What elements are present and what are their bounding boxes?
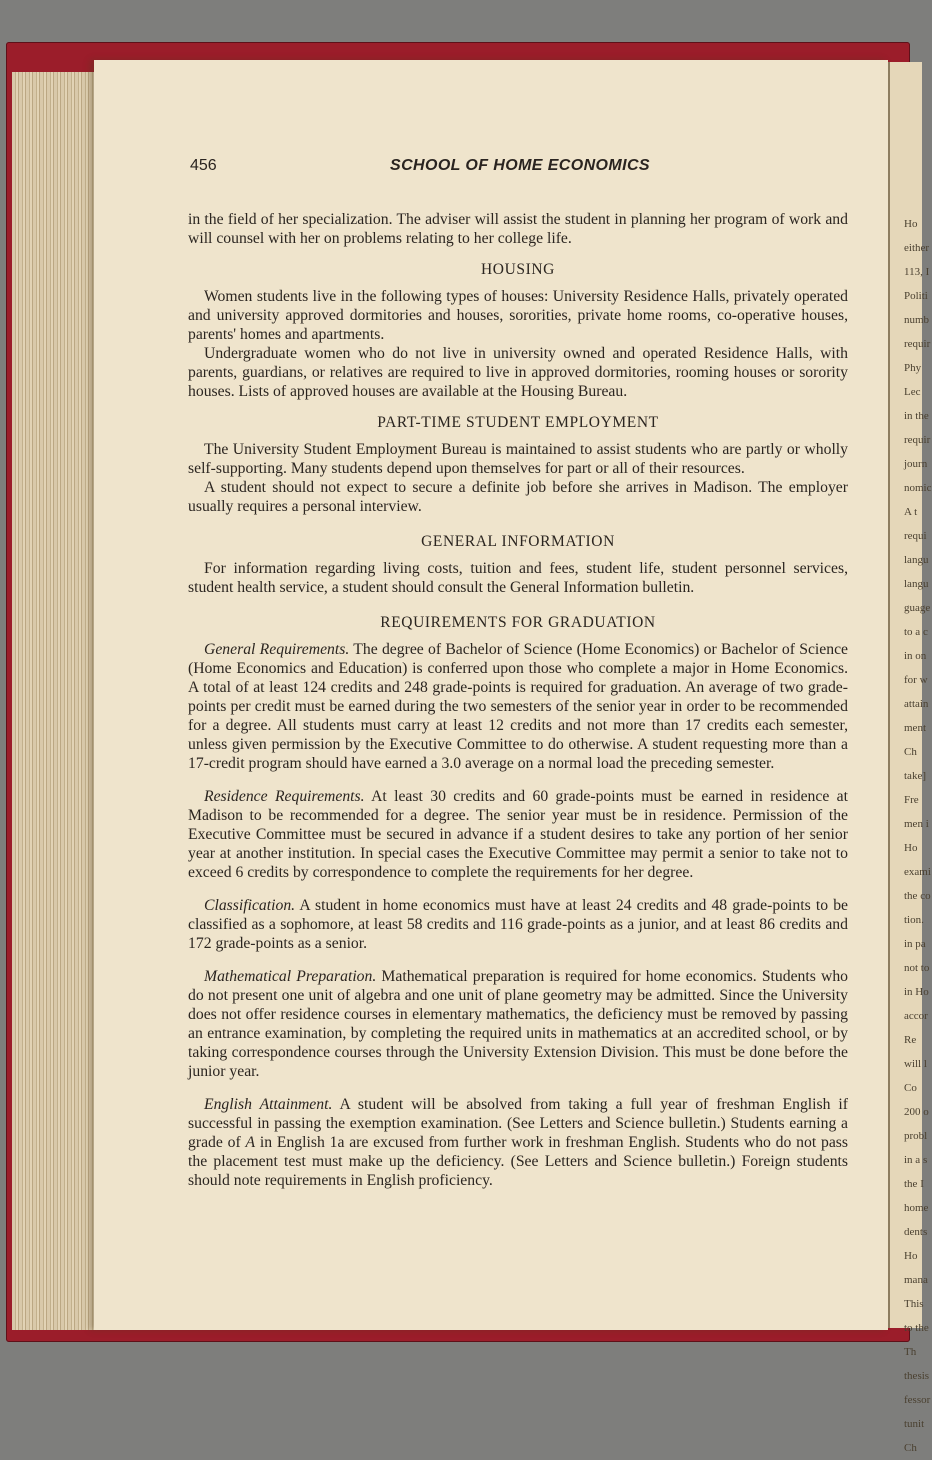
running-head — [190, 157, 850, 181]
general-info-paragraph: For information regarding living costs, tuition and fees, student life, student personnel services, student health service, a student should consult the General Information bulletin. — [188, 560, 848, 596]
next-page-fragment: take] — [904, 770, 926, 782]
requirements-heading: REQUIREMENTS FOR GRADUATION — [380, 614, 656, 631]
employment-paragraph-1: The University Student Employment Bureau is maintained to assist students who are partly or wholly self-supporting. Many students depend upon themselves for part or all of their resources. — [188, 441, 848, 477]
next-page-fragment: the co — [904, 890, 931, 902]
next-page-fragment: Ho — [904, 218, 918, 230]
next-page-fragment: Re — [904, 1034, 917, 1046]
next-page-fragment: in Ho — [904, 986, 929, 998]
next-page-fragment: attain — [904, 698, 929, 710]
next-page-fragment: the I — [904, 1178, 924, 1190]
running-title: SCHOOL OF HOME ECONOMICS — [390, 157, 650, 174]
next-page-fragment: nomic — [904, 482, 932, 494]
next-page-fragment: Ch — [904, 746, 917, 758]
next-page-fragment: in pa — [904, 938, 926, 950]
next-page-fragment: 113, I — [904, 266, 930, 278]
housing-paragraph-1: Women students live in the following types of houses: University Residence Halls, privately operated and university approved dormitories and houses, sororities, private home rooms, co-operative houses, parents' homes and apartments. — [188, 288, 848, 343]
general-info-heading: GENERAL INFORMATION — [421, 533, 615, 550]
math-preparation-paragraph — [188, 967, 848, 1081]
next-page-fragment: thesis — [904, 1370, 930, 1382]
classification-text: A student in home economics must have at least 24 credits and 48 grade-points to be classified as a sophomore, at least 58 credits and 116 grade-points as a junior, and at least 86 credits and 172 grade-points as a senior. — [188, 897, 849, 952]
classification-title: Classification. — [204, 897, 296, 914]
next-page-fragment: requir — [904, 434, 931, 446]
english-attainment-title: English Attainment. — [204, 1096, 333, 1113]
next-page-fragment: journ — [904, 458, 928, 470]
next-page-fragment: Ch — [904, 1442, 917, 1454]
math-preparation-title: Mathematical Preparation. — [204, 968, 377, 985]
next-page-fragment: requir — [904, 338, 931, 350]
next-page-fragment: in a s — [904, 1154, 928, 1166]
next-page-fragment: dents — [904, 1226, 928, 1238]
next-page-fragment: to a c — [904, 626, 928, 638]
next-page-fragment: not to — [904, 962, 930, 974]
next-page-fragment: Phy — [904, 362, 922, 374]
next-page-fragment: Ho — [904, 842, 918, 854]
next-page-fragment: Fre — [904, 794, 919, 806]
next-page-fragment: for w — [904, 674, 928, 686]
next-page-fragment: either — [904, 242, 930, 254]
residence-requirements-title: Residence Requirements. — [204, 788, 365, 805]
next-page-fragment: This — [904, 1298, 924, 1310]
next-page-fragment: guage — [904, 602, 931, 614]
employment-heading: PART-TIME STUDENT EMPLOYMENT — [377, 414, 659, 431]
residence-requirements-text: At least 30 credits and 60 grade-points must be earned in residence at Madison to be recommended for a degree. The senior year must be in residence. Permission of the Executive Committee must be secured in advance if a student desires to take any portion of her senior year at another institution. In special cases the Executive Committee may permit a senior to take not to exceed 6 credits by correspondence to complete the requirements for her degree. — [188, 788, 848, 881]
next-page-fragment: fessor — [904, 1394, 931, 1406]
next-page-fragment: Th — [904, 1346, 917, 1358]
next-page-fragment: tunit — [904, 1418, 925, 1430]
english-attainment-text-b: in English 1a are excused from further work in freshman English. Students who do not pass the placement test must make up the deficiency. (See Letters and Science bulletin.) Foreign students should note requirements in English proficiency. — [188, 1134, 849, 1189]
next-page-fragment: probl — [904, 1130, 928, 1142]
employment-paragraph-2: A student should not expect to secure a definite job before she arrives in Madison. The employer usually requires a personal interview. — [188, 479, 848, 515]
english-attainment-text-a: A student will be absolved from taking a full year of freshman English if successful in passing the exemption examination. (See Letters and Science bulletin.) Students earning a grade of — [188, 1096, 849, 1151]
next-page-fragment: Lec — [904, 386, 921, 398]
next-page-fragment: langu — [904, 554, 929, 566]
math-preparation-text: Mathematical preparation is required for home economics. Students who do not present one unit of algebra and one unit of plane geometry may be admitted. Since the University does not offer residence courses in elementary mathematics, the deficiency must be removed by passing an entrance examination, by completing the required units in mathematics at an accredited school, or by taking correspondence courses through the University Extension Division. This must be done before the junior year. — [188, 968, 849, 1080]
next-page-fragment: Ho — [904, 1250, 918, 1262]
housing-paragraph-2: Undergraduate women who do not live in university owned and operated Residence Halls, with parents, guardians, or relatives are required to live in approved dormitories, rooming houses or sorority houses. Lists of approved houses are available at the Housing Bureau. — [188, 345, 848, 400]
page-body — [188, 210, 848, 1190]
next-page-fragment: exami — [904, 866, 931, 878]
next-page-fragment: men i — [904, 818, 929, 830]
next-page-fragment: mana — [904, 1274, 928, 1286]
next-page-edge — [888, 62, 932, 1454]
general-requirements-title: General Requirements. — [204, 641, 350, 658]
next-page-fragment: will l — [904, 1058, 927, 1070]
english-attainment-paragraph — [188, 1095, 848, 1190]
next-page-fragment: in the — [904, 410, 929, 422]
page-number: 456 — [190, 157, 217, 174]
intro-paragraph: in the field of her specialization. The adviser will assist the student in planning her program of work and will counsel with her on problems relating to her college life. — [188, 211, 848, 247]
general-requirements-paragraph — [188, 640, 848, 773]
next-page-fragment: home — [904, 1202, 929, 1214]
general-requirements-text: The degree of Bachelor of Science (Home Economics) or Bachelor of Science (Home Economics and Education) is conferred upon those who complete a major in Home Economics. A total of at least 124 credits and 248 grade-points is required for graduation. An average of two grade-points per credit must be earned during the two semesters of the senior year in order to be recommended for a degree. All students must carry at least 12 credits and not more than 17 credits each semester, unless given permission by the Executive Committee to do otherwise. A student requesting more than a 17-credit program should have earned a 3.0 average on a normal load the preceding semester. — [188, 641, 848, 772]
next-page-fragment: requi — [904, 530, 927, 542]
next-page-fragment: in on — [904, 650, 927, 662]
next-page-fragment: to the — [904, 1322, 929, 1334]
next-page-fragment: langu — [904, 578, 929, 590]
next-page-fragment: tion. — [904, 914, 924, 926]
next-page-fragment: ment — [904, 722, 926, 734]
classification-paragraph — [188, 896, 848, 953]
next-page-fragment: Politi — [904, 290, 928, 302]
next-page-fragment: 200 o — [904, 1106, 929, 1118]
housing-heading: HOUSING — [481, 261, 555, 278]
next-page-fragment: numb — [904, 314, 930, 326]
english-grade: A — [245, 1134, 256, 1151]
residence-requirements-paragraph — [188, 787, 848, 882]
next-page-fragment: accor — [904, 1010, 928, 1022]
next-page-fragment: A t — [904, 506, 918, 518]
next-page-fragment: Co — [904, 1082, 917, 1094]
